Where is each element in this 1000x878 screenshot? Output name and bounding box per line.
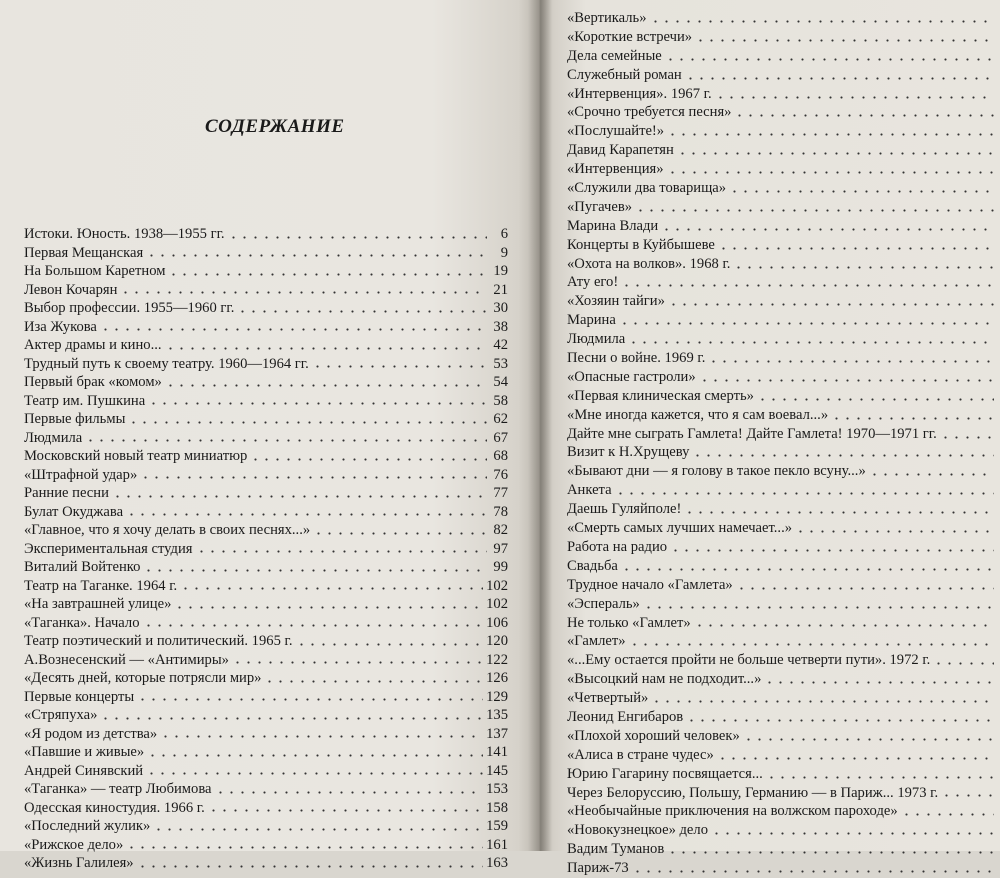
toc-entry — [567, 66, 997, 85]
toc-entry-title: «Служили два товарища» — [567, 180, 727, 197]
toc-entry-title: Театр им. Пушкина — [24, 392, 146, 409]
toc-entry-page-number: 62 — [493, 411, 508, 427]
toc-entry-page-number: 126 — [486, 670, 508, 686]
toc-entry — [567, 236, 997, 255]
toc-entry-title: Свадьба — [567, 557, 618, 574]
toc-entry-title: Иза Жукова — [24, 318, 97, 335]
toc-entry — [567, 576, 997, 595]
dot-leader — [165, 384, 487, 387]
toc-entry — [24, 392, 508, 411]
toc-entry — [24, 225, 508, 244]
toc-entry-title: Юрию Гагарину посвящается... — [567, 765, 763, 782]
dot-leader — [296, 643, 484, 646]
toc-entry-title: «Хозяин тайги» — [567, 293, 665, 310]
toc-entry — [24, 854, 508, 873]
toc-entry — [24, 595, 508, 614]
toc-entry — [567, 632, 997, 651]
toc-entry-page-number: 129 — [486, 688, 508, 705]
toc-entry — [24, 577, 508, 596]
right-toc-list — [567, 9, 997, 878]
dot-leader — [933, 662, 994, 665]
dot-leader — [112, 495, 487, 498]
toc-entry-title: «Необычайные приключения на волжском пароходе» — [567, 803, 898, 820]
toc-entry — [567, 28, 997, 47]
toc-entry-page-number: 145 — [486, 762, 508, 779]
toc-entry-page-number: 102 — [486, 596, 508, 612]
toc-entry-page-number: 141 — [486, 744, 508, 760]
toc-entry — [24, 429, 508, 448]
toc-entry — [24, 318, 508, 337]
dot-leader — [795, 530, 994, 533]
dot-leader — [685, 77, 994, 80]
dot-leader — [126, 513, 487, 516]
toc-entry — [567, 198, 997, 217]
toc-entry — [24, 540, 508, 559]
toc-entry-title: «Главное, что я хочу делать в своих песнях...» — [24, 522, 311, 538]
toc-entry-title: Людмила — [567, 331, 626, 348]
toc-entry-title: «Вертикаль» — [567, 10, 647, 26]
toc-entry — [567, 708, 997, 727]
toc-entry-title: Первая Мещанская — [24, 244, 144, 261]
toc-entry — [24, 484, 508, 503]
toc-entry-page-number: 106 — [486, 614, 508, 631]
dot-leader — [764, 681, 994, 684]
toc-entry — [24, 780, 508, 799]
toc-entry-title: Дела семейные — [567, 47, 662, 64]
dot-leader — [667, 133, 994, 136]
toc-entry-title: «Жизнь Галилея» — [24, 855, 134, 871]
toc-entry — [567, 538, 997, 557]
toc-entry-title: Булат Окуджава — [24, 503, 124, 520]
dot-leader — [869, 473, 994, 476]
toc-entry — [567, 821, 997, 840]
dot-leader — [699, 379, 994, 382]
dot-leader — [621, 568, 994, 571]
toc-entry — [567, 255, 997, 274]
toc-entry-page-number: 21 — [493, 281, 508, 298]
toc-entry — [24, 614, 508, 633]
toc-entry-title: «Павшие и живые» — [24, 744, 145, 760]
toc-entry — [567, 859, 997, 878]
toc-entry — [24, 503, 508, 522]
dot-leader — [736, 587, 994, 590]
dot-leader — [711, 832, 994, 835]
dot-leader — [677, 152, 994, 155]
toc-entry-title: «Стряпуха» — [24, 707, 98, 723]
toc-entry — [24, 281, 508, 300]
toc-entry-title: Актер драмы и кино... — [24, 337, 162, 353]
left-toc-list — [24, 225, 508, 873]
toc-entry-title: «Таганка» — театр Любимова — [24, 781, 212, 797]
toc-entry — [24, 447, 508, 466]
toc-entry — [24, 706, 508, 725]
toc-entry — [567, 387, 997, 406]
toc-entry-page-number: 102 — [486, 577, 508, 594]
toc-entry-title: Трудное начало «Гамлета» — [567, 576, 733, 593]
dot-leader — [237, 310, 487, 313]
toc-entry-page-number: 19 — [493, 263, 508, 279]
toc-entry — [567, 425, 997, 444]
toc-entry-page-number: 42 — [493, 337, 508, 353]
dot-leader — [632, 870, 994, 873]
toc-entry-title: Первый брак «комом» — [24, 374, 162, 390]
dot-leader — [715, 96, 994, 99]
dot-leader — [100, 328, 487, 331]
dot-leader — [153, 828, 483, 831]
toc-entry-title: Марина Влади — [567, 217, 659, 234]
dot-leader — [661, 228, 994, 231]
dot-leader — [766, 776, 994, 779]
dot-leader — [137, 698, 483, 701]
dot-leader — [100, 717, 483, 720]
toc-entry-page-number: 6 — [500, 226, 508, 242]
toc-entry-title: Выбор профессии. 1955—1960 гг. — [24, 300, 235, 316]
toc-entry — [567, 406, 997, 425]
toc-entry-title: Марина — [567, 312, 616, 329]
toc-entry — [567, 103, 997, 122]
toc-entry-title: Людмила — [24, 429, 83, 446]
dot-leader — [729, 190, 994, 193]
toc-entry-page-number: 82 — [493, 522, 508, 538]
toc-entry-page-number: 53 — [493, 355, 508, 372]
dot-leader — [143, 624, 484, 627]
contents-heading: СОДЕРЖАНИЕ — [205, 116, 345, 137]
toc-entry-title: Не только «Гамлет» — [567, 614, 691, 631]
toc-entry-title: «Штрафной удар» — [24, 466, 138, 483]
toc-entry-page-number: 76 — [493, 466, 508, 483]
toc-entry — [567, 462, 997, 481]
toc-entry-title: А.Вознесенский — «Антимиры» — [24, 651, 229, 668]
toc-entry-title: Ранние песни — [24, 485, 109, 501]
toc-entry — [567, 595, 997, 614]
toc-entry-title: «Бывают дни — я голову в такое пекло всуну...» — [567, 463, 866, 480]
toc-entry-page-number: 137 — [486, 725, 508, 742]
dot-leader — [615, 492, 994, 495]
toc-entry-title: Концерты в Куйбышеве — [567, 236, 715, 253]
toc-entry-title: Вадим Туманов — [567, 841, 665, 858]
dot-leader — [692, 454, 994, 457]
toc-entry — [24, 262, 508, 281]
toc-entry-page-number: 120 — [486, 633, 508, 649]
toc-entry-title: «Алиса в стране чудес» — [567, 746, 714, 763]
dot-leader — [250, 458, 487, 461]
dot-leader — [120, 291, 487, 294]
toc-entry-title: «Смерть самых лучших намечает...» — [567, 520, 793, 537]
toc-entry — [24, 669, 508, 688]
dot-leader — [901, 813, 994, 816]
toc-entry — [567, 141, 997, 160]
toc-entry — [567, 349, 997, 368]
toc-entry-title: Театр на Таганке. 1964 г. — [24, 577, 178, 594]
toc-entry-title: «Я родом из детства» — [24, 725, 158, 742]
toc-entry-title: «На завтрашней улице» — [24, 596, 172, 612]
toc-entry-title: «Гамлет» — [567, 633, 626, 650]
toc-entry-title: Театр поэтический и политический. 1965 г. — [24, 633, 293, 649]
dot-leader — [667, 851, 994, 854]
dot-leader — [147, 754, 483, 757]
dot-leader — [312, 365, 487, 368]
dot-leader — [831, 417, 994, 420]
dot-leader — [619, 322, 994, 325]
dot-leader — [137, 865, 484, 868]
dot-leader — [629, 643, 994, 646]
dot-leader — [264, 680, 483, 683]
dot-leader — [743, 738, 994, 741]
toc-entry-title: «Последний жулик» — [24, 818, 151, 834]
toc-entry-title: Московский новый театр миниатюр — [24, 448, 248, 464]
dot-leader — [695, 39, 994, 42]
toc-entry — [567, 765, 997, 784]
toc-entry — [567, 802, 997, 821]
toc-entry — [24, 651, 508, 670]
dot-leader — [694, 624, 994, 627]
dot-leader — [232, 661, 483, 664]
toc-entry — [567, 670, 997, 689]
toc-entry-title: Через Белоруссию, Польшу, Германию — в Париж... 1973 г. — [567, 784, 939, 801]
dot-leader — [665, 58, 994, 61]
toc-entry-title: «Срочно требуется песня» — [567, 104, 732, 121]
dot-leader — [686, 719, 994, 722]
toc-entry — [24, 836, 508, 855]
toc-entry — [567, 557, 997, 576]
toc-entry-title: Дайте мне сыграть Гамлета! Дайте Гамлета! 1970—1971 гг. — [567, 425, 937, 442]
toc-entry — [24, 725, 508, 744]
toc-entry-page-number: 97 — [493, 540, 508, 557]
toc-entry — [24, 373, 508, 392]
toc-entry-title: «Десять дней, которые потрясли мир» — [24, 670, 262, 686]
toc-entry-title: «Высоцкий нам не подходит...» — [567, 671, 762, 688]
toc-entry — [567, 500, 997, 519]
dot-leader — [160, 735, 483, 738]
toc-entry — [567, 519, 997, 538]
dot-leader — [165, 347, 487, 350]
toc-entry-title: Виталий Войтенко — [24, 559, 141, 575]
dot-leader — [940, 436, 994, 439]
toc-entry-page-number: 161 — [486, 836, 508, 853]
toc-entry-title: Истоки. Юность. 1938—1955 гг. — [24, 226, 225, 242]
toc-entry-page-number: 68 — [493, 448, 508, 464]
dot-leader — [168, 273, 487, 276]
toc-entry — [24, 762, 508, 781]
toc-entry-page-number: 163 — [486, 855, 508, 871]
toc-entry-page-number: 54 — [493, 374, 508, 390]
dot-leader — [734, 114, 994, 117]
dot-leader — [643, 606, 994, 609]
toc-entry-title: Песни о войне. 1969 г. — [567, 350, 706, 367]
toc-entry — [567, 443, 997, 462]
toc-entry-title: Даешь Гуляйполе! — [567, 501, 682, 518]
toc-entry — [567, 311, 997, 330]
toc-entry-page-number: 159 — [486, 818, 508, 834]
toc-entry — [24, 632, 508, 651]
toc-entry — [567, 784, 997, 803]
toc-entry-title: Первые концерты — [24, 688, 135, 705]
dot-leader — [757, 398, 994, 401]
toc-entry-title: Андрей Синявский — [24, 762, 144, 779]
toc-entry — [567, 273, 997, 292]
toc-entry — [567, 179, 997, 198]
toc-entry — [567, 651, 997, 670]
toc-entry — [24, 688, 508, 707]
toc-entry — [567, 47, 997, 66]
toc-entry-title: «Охота на волков». 1968 г. — [567, 255, 731, 272]
toc-entry — [24, 244, 508, 263]
toc-entry — [567, 481, 997, 500]
toc-entry — [24, 743, 508, 762]
toc-entry-title: «Плохой хороший человек» — [567, 727, 740, 744]
toc-entry-page-number: 135 — [486, 707, 508, 723]
toc-entry-title: «Мне иногда кажется, что я сам воевал...» — [567, 406, 829, 423]
toc-entry-title: «Интервенция». 1967 г. — [567, 85, 712, 102]
dot-leader — [180, 587, 483, 590]
toc-entry-title: «Короткие встречи» — [567, 28, 693, 45]
dot-leader — [670, 549, 994, 552]
dot-leader — [228, 236, 487, 239]
toc-entry — [24, 410, 508, 429]
right-page — [540, 0, 1000, 877]
toc-entry-title: «Послушайте!» — [567, 123, 665, 140]
toc-entry-title: «Пугачев» — [567, 198, 633, 215]
toc-entry-title: На Большом Каретном — [24, 263, 166, 279]
toc-entry — [567, 217, 997, 236]
toc-entry-title: Леонид Енгибаров — [567, 708, 684, 725]
toc-entry — [24, 355, 508, 374]
toc-entry — [567, 85, 997, 104]
dot-leader — [621, 284, 994, 287]
toc-entry-title: «...Ему остается пройти не больше четверти пути». 1972 г. — [567, 652, 931, 669]
toc-entry-title: Ату его! — [567, 274, 619, 291]
toc-entry-title: Трудный путь к своему театру. 1960—1964 гг. — [24, 355, 309, 372]
toc-entry — [567, 689, 997, 708]
toc-entry-title: Одесская киностудия. 1966 г. — [24, 799, 205, 816]
book-spine-fold — [528, 0, 552, 851]
dot-leader — [708, 360, 994, 363]
dot-leader — [140, 476, 487, 479]
toc-entry-title: «Опасные гастроли» — [567, 368, 696, 385]
dot-leader — [215, 791, 484, 794]
toc-entry-page-number: 9 — [500, 244, 508, 261]
dot-leader — [143, 569, 487, 572]
toc-entry-title: Первые фильмы — [24, 411, 126, 427]
toc-entry-title: Экспериментальная студия — [24, 540, 193, 557]
dot-leader — [651, 700, 994, 703]
toc-entry-title: «Рижское дело» — [24, 836, 124, 853]
toc-entry — [24, 336, 508, 355]
dot-leader — [196, 550, 488, 553]
toc-entry-page-number: 77 — [493, 485, 508, 501]
toc-entry-page-number: 58 — [493, 392, 508, 409]
dot-leader — [717, 757, 994, 760]
toc-entry-title: Давид Карапетян — [567, 142, 674, 159]
dot-leader — [684, 511, 994, 514]
toc-entry-title: «Интервенция» — [567, 161, 664, 178]
toc-entry-page-number: 99 — [493, 559, 508, 575]
dot-leader — [146, 254, 487, 257]
toc-entry-page-number: 158 — [486, 799, 508, 816]
toc-entry-title: «Эспераль» — [567, 595, 640, 612]
toc-entry — [24, 817, 508, 836]
toc-entry-title: Париж-73 — [567, 860, 629, 877]
toc-entry — [24, 799, 508, 818]
toc-entry — [567, 746, 997, 765]
dot-leader — [128, 421, 487, 424]
dot-leader — [126, 846, 483, 849]
dot-leader — [85, 439, 487, 442]
dot-leader — [733, 266, 994, 269]
toc-entry-title: «Первая клиническая смерть» — [567, 387, 754, 404]
toc-entry-title: Служебный роман — [567, 66, 682, 83]
toc-entry-title: Работа на радио — [567, 538, 668, 555]
dot-leader — [148, 402, 487, 405]
toc-entry-title: Визит к Н.Хрущеву — [567, 444, 690, 461]
toc-entry — [567, 9, 997, 28]
dot-leader — [635, 209, 994, 212]
toc-entry — [24, 521, 508, 540]
toc-entry — [567, 122, 997, 141]
toc-entry-title: Левон Кочарян — [24, 281, 118, 298]
toc-entry-page-number: 122 — [486, 651, 508, 668]
toc-entry-title: Анкета — [567, 482, 612, 499]
toc-entry-title: «Таганка». Начало — [24, 614, 140, 631]
toc-entry — [567, 727, 997, 746]
toc-entry — [567, 614, 997, 633]
toc-entry-title: «Четвертый» — [567, 690, 649, 707]
toc-entry-page-number: 153 — [486, 781, 508, 797]
dot-leader — [650, 20, 994, 23]
dot-leader — [628, 341, 994, 344]
toc-entry-page-number: 38 — [493, 318, 508, 335]
toc-entry — [567, 368, 997, 387]
toc-entry — [567, 330, 997, 349]
dot-leader — [146, 772, 483, 775]
toc-entry — [24, 558, 508, 577]
toc-entry-page-number: 78 — [493, 503, 508, 520]
toc-entry-page-number: 67 — [493, 429, 508, 446]
dot-leader — [667, 171, 994, 174]
dot-leader — [174, 606, 483, 609]
toc-entry — [24, 466, 508, 485]
dot-leader — [718, 247, 994, 250]
toc-entry — [567, 292, 997, 311]
toc-entry — [567, 840, 997, 859]
toc-entry-title: «Новокузнецкое» дело — [567, 822, 708, 839]
dot-leader — [313, 532, 487, 535]
dot-leader — [208, 809, 483, 812]
toc-entry — [567, 160, 997, 179]
dot-leader — [668, 303, 994, 306]
toc-entry-page-number: 30 — [493, 300, 508, 316]
toc-entry — [24, 299, 508, 318]
dot-leader — [941, 794, 994, 797]
